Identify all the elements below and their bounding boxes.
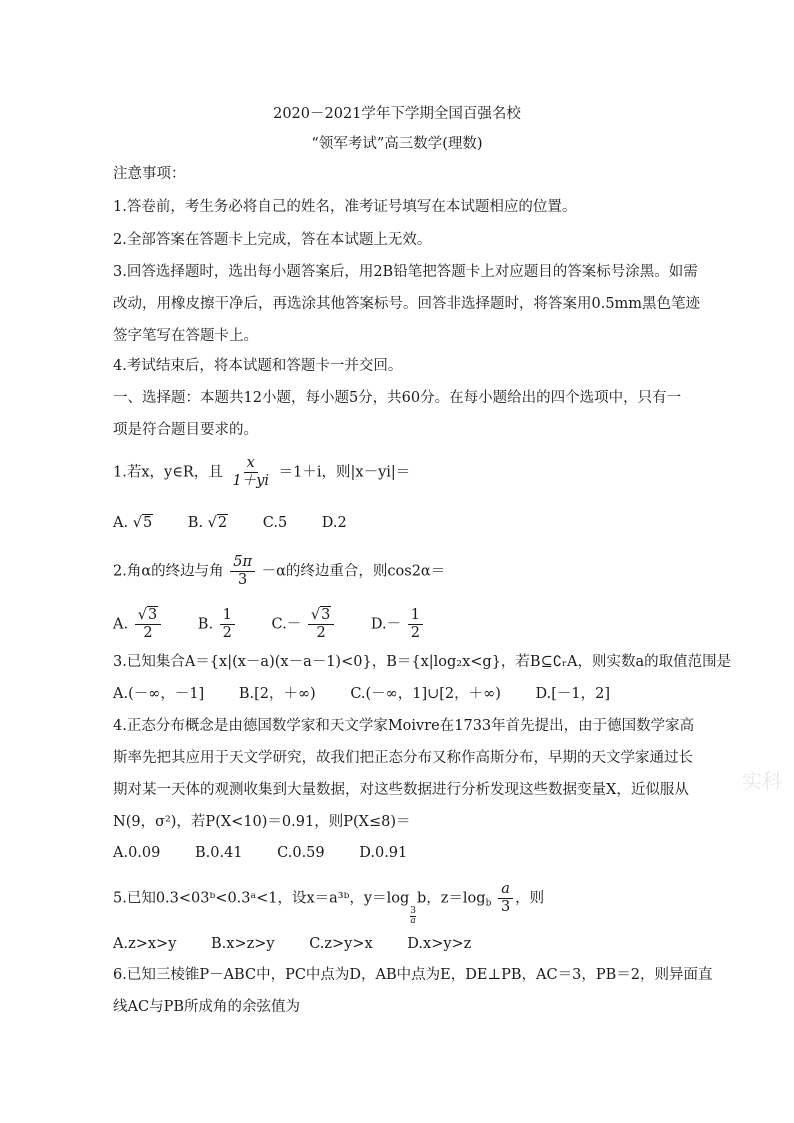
q3-option-d: D.[－1，2] [535, 686, 610, 702]
q1-frac-den: 1＋yi [232, 473, 270, 490]
notice-item-1: 1.答卷前，考生务必将自己的姓名，准考证号填写在本试题相应的位置。 [113, 199, 577, 215]
question-2-options [113, 608, 455, 641]
question-4-line-4: N(9，σ²)，若P(X<10)＝0.91，则P(X≤8)＝ [113, 814, 411, 830]
q1-option-d: D.2 [321, 515, 347, 531]
notice-item-3-cont2: 签字笔写在答题卡上。 [113, 328, 258, 344]
section-heading-cont: 项是符合题目要求的。 [113, 422, 258, 438]
question-6-line-1: 6.已知三棱锥P－ABC中，PC中点为D，AB中点为E，DE⊥PB，AC＝3，PB＝2，则异面直 [113, 967, 713, 983]
notice-item-2: 2.全部答案在答题卡上完成，答在本试题上无效。 [113, 232, 432, 248]
q1-fraction [229, 456, 272, 489]
notice-item-3-cont: 改动，用橡皮擦干净后，再选涂其他答案标号。回答非选择题时，将答案用0.5mm黑色笔迹 [113, 296, 701, 312]
q5-log-base-2: b [485, 898, 492, 909]
notice-item-4: 4.考试结束后，将本试题和答题卡一并交回。 [113, 358, 403, 374]
notice-item-3: 3.回答选择题时，选出每小题答案后，用2B铅笔把答题卡上对应题目的答案标号涂黑。如需 [113, 264, 698, 280]
q1-pre: 1.若x，y∈R，且 [113, 464, 223, 481]
q5-fraction: $\frac{a}{3}$ [498, 882, 513, 915]
q1-option-a: A. √5 [113, 515, 153, 531]
q4-option-c: C.0.59 [277, 845, 325, 861]
question-6-line-2: 线AC与PB所成角的余弦值为 [113, 999, 300, 1015]
question-3-stem: 3.已知集合A＝{x|(x－a)(x－a－1)<0}，B＝{x|log₂x<g}，若B⊆∁ᵣA，则实数a的取值范围是 [113, 654, 732, 670]
q1-option-b: B. √2 [187, 515, 228, 531]
question-1-options [113, 513, 377, 533]
exam-subtitle: “领军考试”高三数学(理数) [311, 136, 483, 152]
question-4-line-2: 斯率先把其应用于天文学研究，故我们把正态分布又称作高斯分布，早期的天文学家通过长 [113, 750, 693, 766]
q5-log-base: $\frac{3}{a}$ [410, 905, 416, 926]
q5-post: ，则 [515, 890, 545, 907]
q3-option-a: A.(－∞，－1] [113, 686, 205, 702]
exam-title: 2020－2021学年下学期全国百强名校 [273, 106, 521, 122]
q5-option-a: A.z>x>y [113, 936, 177, 952]
q2-fraction [230, 555, 255, 588]
q2-option-a: A. $\frac{√3}{2}$ [113, 608, 163, 641]
q1-post: ＝1＋i，则|x－yi|＝ [278, 464, 411, 481]
q5-option-d: D.x>y>z [407, 936, 472, 952]
q2-option-c: C.－ $\frac{√3}{2}$ [272, 608, 337, 641]
question-3-options [113, 684, 640, 704]
q5-option-b: B.x>z>y [211, 936, 275, 952]
q2-post: －α的终边重合，则cos2α＝ [261, 563, 446, 580]
q2-frac-num: 5π [230, 555, 255, 572]
question-4-line-1: 4.正态分布概念是由德国数学家和天文学家Moivre在1733年首先提出，由于德国数学家高 [113, 718, 695, 734]
q3-option-b: B.[2，＋∞) [238, 686, 316, 702]
q2-option-b: B. $\frac{1}{2}$ [198, 608, 237, 641]
q5-option-c: C.z>y>x [309, 936, 373, 952]
q3-option-c: C.(－∞，1]∪[2，＋∞) [350, 686, 501, 702]
question-4-line-3: 期对某一天体的观测收集到大量数据，对这些数据进行分析发现这些数据变量X，近似服从 [113, 782, 689, 798]
question-1-stem [113, 456, 410, 489]
q4-option-d: D.0.91 [359, 845, 408, 861]
q4-option-b: B.0.41 [194, 845, 243, 861]
q2-option-d: D.－ $\frac{1}{2}$ [371, 608, 425, 641]
q5-pre: 5.已知0.3<03ᵇ<0.3ᵃ<1，设x＝a³ᵇ，y＝log [113, 890, 410, 907]
section-heading: 一、选择题：本题共12小题，每小题5分，共60分。在每小题给出的四个选项中，只有一 [113, 390, 682, 406]
watermark: 实科 [742, 769, 782, 793]
q1-option-c: C.5 [262, 515, 288, 531]
q2-pre: 2.角α的终边与角 [113, 563, 224, 580]
q4-option-a: A.0.09 [113, 845, 161, 861]
question-5-stem [113, 882, 544, 926]
q1-frac-num: x [244, 456, 258, 473]
q5-mid: b，z＝log [416, 890, 486, 907]
question-4-options [113, 843, 437, 863]
notice-heading: 注意事项： [113, 166, 186, 182]
question-2-stem [113, 555, 445, 588]
q2-frac-den: 3 [238, 572, 248, 589]
question-5-options [113, 934, 501, 954]
